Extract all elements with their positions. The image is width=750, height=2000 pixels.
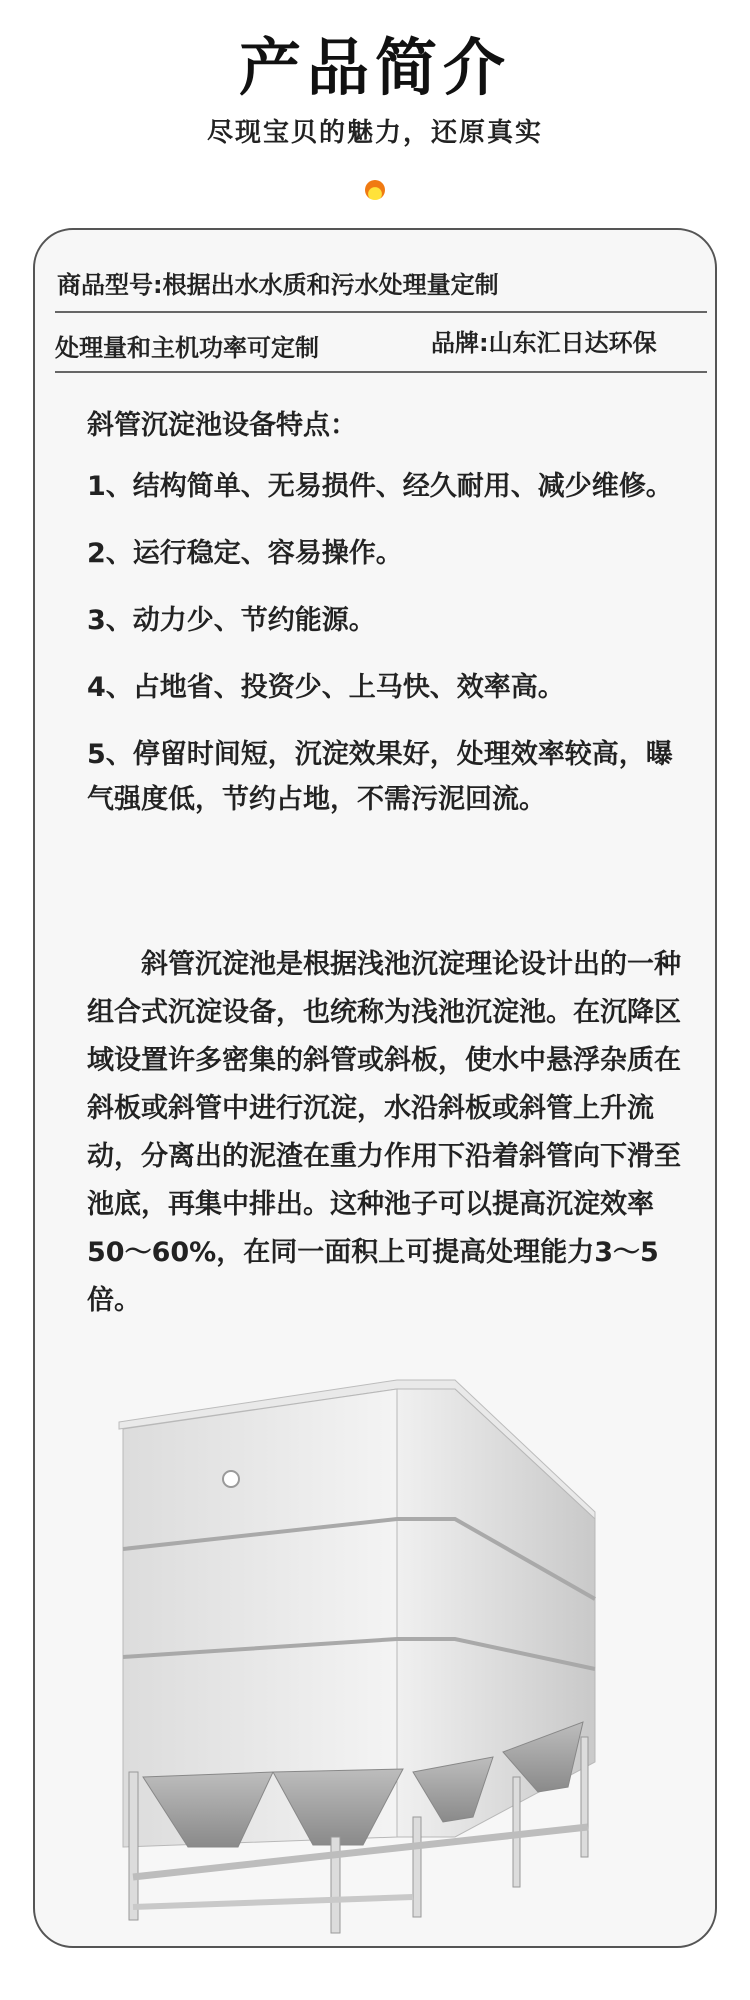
feature-item: 3、动力少、节约能源。 <box>87 605 376 636</box>
page-subtitle: 尽现宝贝的魅力，还原真实 <box>206 118 543 148</box>
spec-model: 商品型号:根据出水水质和污水处理量定制 <box>57 271 499 299</box>
spec-brand: 品牌:山东汇日达环保 <box>431 329 657 357</box>
product-info-card <box>33 228 717 1948</box>
features-heading: 斜管沉淀池设备特点： <box>87 410 357 441</box>
divider <box>55 371 707 373</box>
spec-capacity: 处理量和主机功率可定制 <box>55 334 319 362</box>
feature-item: 2、运行稳定、容易操作。 <box>87 538 403 569</box>
sedimentation-tank-image <box>113 1377 673 1935</box>
features-list <box>87 464 677 844</box>
feature-item: 1、结构简单、无易损件、经久耐用、减少维修。 <box>87 471 673 502</box>
divider <box>55 311 707 313</box>
page-title: 产品简介 <box>238 31 511 104</box>
feature-item: 4、占地省、投资少、上马快、效率高。 <box>87 672 565 703</box>
decorative-dot-icon <box>365 180 385 200</box>
feature-item: 5、停留时间短，沉淀效果好，处理效率较高，曝气强度低，节约占地，不需污泥回流。 <box>87 739 673 815</box>
product-description: 斜管沉淀池是根据浅池沉淀理论设计出的一种组合式沉淀设备，也统称为浅池沉淀池。在沉降区域设置许多密集的斜管或斜板，使水中悬浮杂质在斜板或斜管中进行沉淀，水沿斜板或斜管上升流动，分离出的泥渣在重力作用下沿着斜管向下滑至池底，再集中排出。这种池子可以提高沉淀效率50～60%，在同一面积上可提高处理能力3～5倍。 <box>87 949 681 1316</box>
